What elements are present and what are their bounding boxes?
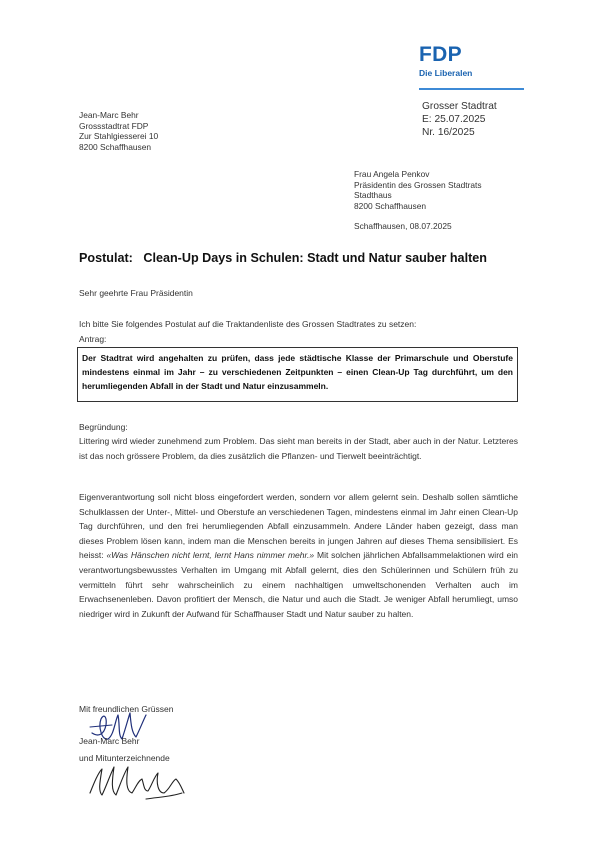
begruendung-paragraph-1: Littering wird wieder zunehmend zum Problem. Das sieht man bereits in der Stadt, aber auch in der Natur. Letzteres ist das noch grössere Problem, da dies zusätzlich die Pflanzen- und Tierwelt beeinträchtigt. <box>79 436 518 461</box>
sender-line: Jean-Marc Behr <box>79 110 139 120</box>
logo-divider <box>419 88 524 90</box>
page-title <box>79 251 487 265</box>
fdp-logo <box>419 44 521 78</box>
receipt-number: Nr. 16/2025 <box>422 127 475 138</box>
title-text: Clean-Up Days in Schulen: Stadt und Natur sauber halten <box>143 251 487 265</box>
sender-line: Zur Stahlgiesserei 10 <box>79 131 159 142</box>
antrag-text: Der Stadtrat wird angehalten zu prüfen, dass jede städtische Klasse der Primarschule und Oberstufe mindestens einmal im Jahr – zu verschiedenen Zeitpunkten – einen Clean-Up Tag durchführt, um den herumliegenden Abfall in der Stadt und Natur einzusammeln. <box>82 353 513 392</box>
begruendung-paragraph-2 <box>79 490 518 621</box>
recipient-line: 8200 Schaffhausen <box>354 200 427 211</box>
recipient-line: Frau Angela Penkov <box>354 169 430 179</box>
sender-address <box>79 110 158 152</box>
recipient-line: Präsidentin des Grossen Stadtrats <box>354 179 482 190</box>
receipt-date: E: 25.07.2025 <box>422 114 486 125</box>
logo-subtitle: Die Liberalen <box>419 68 473 78</box>
paragraph-2-text: Mit solchen jährlichen Abfallsammelaktionen wird ein verantwortungsbewusstes Verhalten im Umgang mit Abfall gelernt, dies den Schülerinnen und Schülern früh zu vermitteln führt sehr wahrscheinlich zu einem nachhaltigen umweltschonenden Verhalten auch im Erwachsenenleben. Davon profitiert der Mensch, die Natur und auch die Stadt. Je weniger Abfall herumliegt, umso niedriger wird in Zukunft der Aufwand für Schaffhauser Stadt und Natur sauber zu halten. <box>79 550 518 619</box>
proverb-quote: «Was Hänschen nicht lernt, lernt Hans nimmer mehr.» <box>106 550 315 561</box>
recipient-line: Stadthaus <box>354 190 392 201</box>
sender-line: 8200 Schaffhausen <box>79 141 152 152</box>
cosigners: und Mitunterzeichnende <box>79 753 170 763</box>
sender-line: Grossstadtrat FDP <box>79 120 149 131</box>
receipt-body: Grosser Stadtrat <box>422 101 497 112</box>
title-label: Postulat: <box>79 251 133 265</box>
antrag-box <box>77 347 518 402</box>
recipient-address <box>354 169 482 211</box>
letter-date: Schaffhausen, 08.07.2025 <box>354 221 452 231</box>
closing: Mit freundlichen Grüssen <box>79 704 174 714</box>
signature-cosigner <box>86 763 188 803</box>
logo-name: FDP <box>419 43 462 66</box>
antrag-label: Antrag: <box>79 334 107 344</box>
receipt-stamp <box>422 100 497 139</box>
begruendung-label: Begründung: <box>79 422 128 432</box>
paragraph-2-text: Eigenverantwortung soll nicht bloss eingefordert werden, sondern vor allem gelernt sein. Deshalb sollen sämtliche Schulklassen der Unter-, Mittel- und Oberstufe an verschiedenen Tagen, mindestens einmal im Jahr einen Clean-Up Tag durchführen, und den frei herumliegenden Abfall einzusammeln. Andere Länder haben gezeigt, dass man dieses Problem lösen kann, indem man die Menschen bereits in jungen Jahren auf dieses Thema sensibilisiert. Es heisst: <box>79 492 518 561</box>
intro-text: Ich bitte Sie folgendes Postulat auf die Traktandenliste des Grossen Stadtrates zu setzen: <box>79 319 417 329</box>
signer-name: Jean-Marc Behr <box>79 736 140 746</box>
salutation: Sehr geehrte Frau Präsidentin <box>79 288 193 298</box>
